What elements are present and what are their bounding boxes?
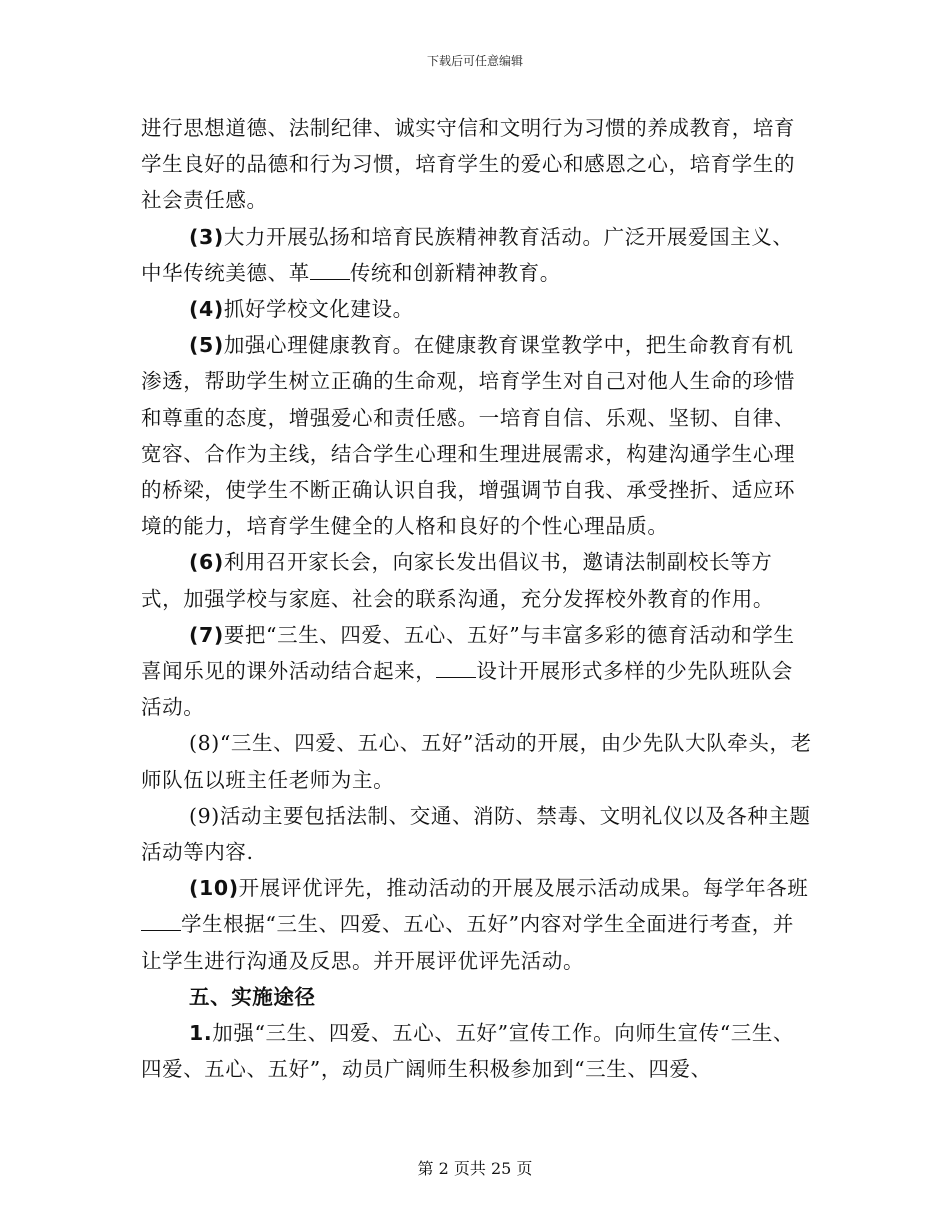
item-text: “三生、四爱、五心、五好”活动的开展，由少先队大队牵头，老师队伍以班主任老师为主。: [141, 731, 812, 792]
item-number: (8): [189, 731, 220, 756]
item-text-continued: 学生根据“三生、四爱、五心、五好”内容对学生全面进行考查，并让学生进行沟通及反思。并开展评优评先活动。: [141, 912, 794, 973]
item-number: (9): [189, 803, 220, 828]
item-9: [141, 798, 813, 870]
step-1: [141, 1015, 813, 1087]
page-footer: 第 2 页共 25 页: [417, 1159, 533, 1178]
item-10: [141, 870, 813, 979]
item-number: (7): [189, 622, 224, 647]
item-6: [141, 544, 813, 616]
step-text: 加强“三生、四爱、五心、五好”宣传工作。向师生宣传“三生、四爱、五心、五好”，动员广阔师生积极参加到“三生、四爱、: [141, 1021, 795, 1082]
item-text: 大力开展弘扬和培育民族精神教育活动。广泛开展爱国主义、中华传统美德、革: [141, 224, 794, 285]
item-text: 抓好学校文化建设。: [223, 297, 414, 322]
blank-underline: [141, 908, 181, 931]
document-body: [141, 110, 813, 1087]
item-3: [141, 219, 813, 291]
item-8: [141, 725, 813, 797]
item-4: [141, 291, 813, 327]
item-text: 利用召开家长会，向家长发出倡议书，邀请法制副校长等方式，加强学校与家庭、社会的联系沟通，充分发挥校外教育的作用。: [141, 550, 774, 611]
step-number: 1.: [189, 1021, 213, 1046]
item-number: (3): [189, 224, 224, 249]
page-header: 下载后可任意编辑: [426, 54, 523, 68]
item-number: (6): [189, 550, 224, 575]
item-number: (10): [189, 876, 239, 901]
blank-underline: [436, 655, 476, 678]
item-text: 加强心理健康教育。在健康教育课堂教学中，把生命教育有机渗透，帮助学生树立正确的生命观，培育学生对自己对他人生命的珍惜和尊重的态度，增强爱心和责任感。一培育自信、乐观、坚韧、自律、宽容、合作为主线，结合学生心理和生理进展需求，构建沟通学生心理的桥梁，使学生不断正确认识自我，增强调节自我、承受挫折、适应环境的能力，培育学生健全的人格和良好的个性心理品质。: [141, 333, 796, 539]
item-text-continued: 传统和创新精神教育。: [349, 260, 561, 285]
item-text-continued: 设计开展形式多样的少先队班队会活动。: [141, 659, 793, 720]
blank-underline: [310, 257, 350, 280]
section-heading: 五、实施途径: [189, 984, 316, 1009]
item-text: 开展评优评先，推动活动的开展及展示活动成果。每学年各班: [238, 876, 809, 901]
item-7: [141, 617, 813, 726]
item-number: (5): [189, 333, 224, 358]
item-text: 活动主要包括法制、交通、消防、禁毒、文明礼仪以及各种主题活动等内容.: [141, 803, 811, 865]
item-text: 要把“三生、四爱、五心、五好”与丰富多彩的德育活动和学生喜闻乐见的课外活动结合起来，: [141, 622, 795, 684]
item-number: (4): [189, 297, 224, 322]
item-5: [141, 327, 813, 544]
paragraph-moral-education: 进行思想道德、法制纪律、诚实守信和文明行为习惯的养成教育，培育学生良好的品德和行为习惯，培育学生的爱心和感恩之心，培育学生的社会责任感。: [141, 116, 796, 213]
